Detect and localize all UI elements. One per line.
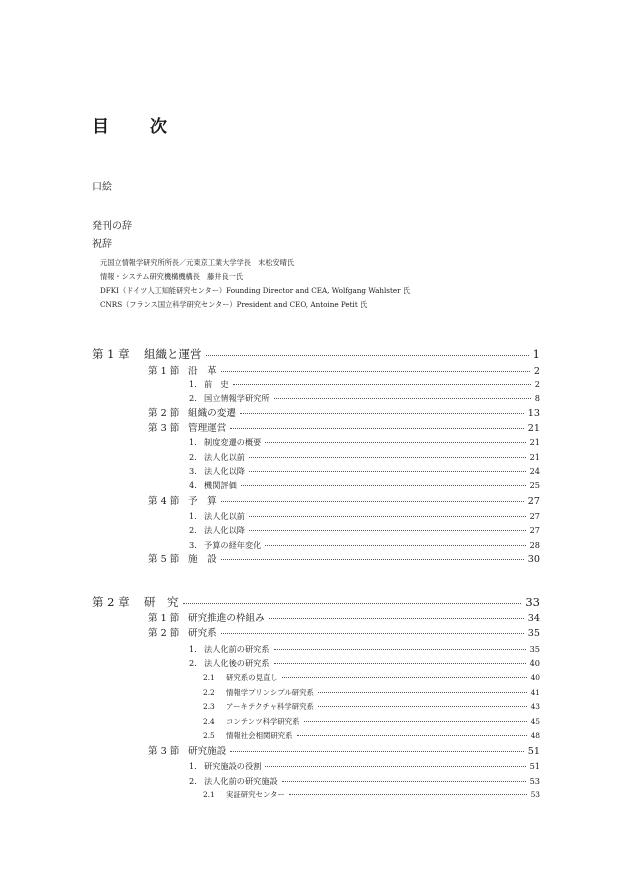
toc-section-row[interactable] [148,629,540,639]
toc-page-number: 2 [534,379,540,389]
dot-leader [318,692,527,693]
dot-leader [274,663,526,664]
toc-page-number: 27 [527,496,540,507]
dot-leader [318,706,527,707]
toc-title: 制度変遷の概要 [204,437,262,447]
toc-item-row[interactable] [189,481,540,489]
toc-item-row[interactable] [189,438,540,446]
toc-page-number: 48 [530,731,540,740]
toc-title: 研究系の見直し [226,673,278,682]
dot-leader [282,781,526,782]
toc-number: 第 2 節 [148,628,180,639]
preface-heading: 発刊の辞 [92,221,132,232]
toc-title: 情報社会相関研究系 [226,731,293,740]
toc-number: 3. [189,466,197,476]
toc-page-number: 53 [530,790,540,799]
toc-number: 第 1 章 [92,347,130,361]
toc-item-row[interactable] [189,394,540,402]
dot-leader [282,677,527,678]
dot-leader [241,485,526,486]
toc-title: 施 設 [188,554,217,565]
toc-chapter-row[interactable] [92,349,540,361]
toc-page-number: 21 [529,452,540,462]
toc-item-row[interactable] [189,645,540,653]
page-title: 目 次 [92,117,179,137]
toc-title: 情報学プリンシプル研究系 [226,688,314,697]
toc-item-row[interactable] [189,467,540,475]
toc-item-row[interactable] [189,659,540,667]
toc-title: 研究推進の枠組み [188,613,265,624]
toc-number: 2. [189,525,197,535]
congratulatory-message-4: CNRS（フランス国立科学研究センター）President and CEO, Antoine Petit 氏 [100,300,368,309]
toc-chapter-row[interactable] [92,597,540,609]
toc-number: 1. [189,644,197,654]
dot-leader [183,603,522,604]
toc-number: 1. [189,761,197,771]
toc-title: 研 究 [144,595,179,609]
toc-page-number: 35 [527,628,540,639]
toc-page-number: 45 [530,717,540,726]
toc-title: 組織の変遷 [188,408,236,419]
toc-number: 第 5 節 [148,554,180,565]
toc-title: 研究施設の役割 [204,761,262,771]
toc-title: 法人化後の研究系 [204,658,270,668]
dot-leader [249,516,526,517]
toc-title: 予算の経年変化 [204,540,262,550]
toc-title: 国立情報学研究所 [204,393,270,403]
toc-subitem-row[interactable] [203,703,540,710]
toc-section-row[interactable] [148,367,540,377]
toc-title: 予 算 [188,496,217,507]
dot-leader [221,633,524,634]
toc-page-number: 21 [527,423,540,434]
toc-item-row[interactable] [189,777,540,785]
toc-title: 研究系 [188,628,217,639]
toc-title: 法人化以降 [204,525,245,535]
toc-page-number: 30 [527,554,540,565]
toc-section-row[interactable] [148,555,540,565]
dot-leader [249,457,526,458]
toc-number: 第 3 節 [148,746,180,757]
toc-page-number: 25 [529,480,540,490]
toc-section-row[interactable] [148,747,540,757]
dot-leader [265,545,525,546]
toc-page-number: 24 [529,466,540,476]
toc-number: 第 4 節 [148,496,180,507]
toc-title: 前 史 [204,379,229,389]
toc-page-number: 53 [529,776,540,786]
congratulations-heading: 祝辞 [92,239,112,250]
toc-page-number: 8 [534,393,540,403]
toc-title: アーキテクチャ科学研究系 [226,702,314,711]
toc-number: 1. [189,437,197,447]
toc-number: 2.1 [203,790,215,799]
toc-item-row[interactable] [189,380,540,388]
toc-title: 法人化以降 [204,466,245,476]
toc-page-number: 2 [533,366,540,377]
toc-section-row[interactable] [148,424,540,434]
toc-number: 2.4 [203,717,215,726]
dot-leader [297,735,527,736]
congratulatory-message-2: 情報・システム研究機構機構長 藤井良一氏 [100,272,244,281]
dot-leader [269,618,524,619]
dot-leader [249,471,526,472]
toc-title: 機関評価 [204,480,237,490]
toc-section-row[interactable] [148,614,540,624]
toc-page-number: 33 [525,595,540,609]
toc-number: 2. [189,393,197,403]
toc-page-number: 41 [530,688,540,697]
dot-leader [230,751,523,752]
toc-number: 第 3 節 [148,423,180,434]
toc-number: 第 2 章 [92,595,130,609]
toc-page-number: 27 [529,525,540,535]
toc-number: 第 1 節 [148,613,180,624]
toc-number: 3. [189,540,197,550]
toc-page-number: 51 [527,746,540,757]
toc-number: 2.2 [203,688,215,697]
toc-subitem-row[interactable] [203,791,540,798]
toc-title: 組織と運営 [144,347,202,361]
toc-number: 2. [189,452,197,462]
toc-number: 2.3 [203,702,215,711]
toc-item-row[interactable] [189,512,540,520]
dot-leader [289,794,527,795]
toc-page-number: 40 [530,673,540,682]
dot-leader [221,501,524,502]
toc-number: 2.1 [203,673,215,682]
dot-leader [274,649,526,650]
toc-item-row[interactable] [189,526,540,534]
toc-page-number: 34 [527,613,540,624]
toc-section-row[interactable] [148,409,540,419]
toc-page-number: 13 [527,408,540,419]
congratulatory-message-1: 元国立情報学研究所所長／元東京工業大学学長 末松安晴氏 [100,258,295,267]
toc-number: 2. [189,776,197,786]
congratulatory-message-3: DFKI（ドイツ人工知能研究センター）Founding Director and CEA, Wolfgang Wahlster 氏 [100,286,411,295]
toc-subitem-row[interactable] [203,732,540,739]
toc-item-row[interactable] [189,453,540,461]
toc-section-row[interactable] [148,497,540,507]
toc-title: コンテンツ科学研究系 [226,717,300,726]
toc-title: 法人化前の研究施設 [204,776,278,786]
toc-title: 法人化以前 [204,452,245,462]
toc-item-row[interactable] [189,762,540,770]
toc-number: 第 2 節 [148,408,180,419]
dot-leader [274,398,531,399]
dot-leader [240,413,524,414]
toc-subitem-row[interactable] [203,674,540,681]
toc-page-number: 1 [532,347,540,361]
dot-leader [265,766,525,767]
toc-subitem-row[interactable] [203,689,540,696]
dot-leader [230,428,523,429]
toc-page-number: 40 [529,658,540,668]
toc-number: 4. [189,480,197,490]
toc-page-number: 27 [529,511,540,521]
dot-leader [265,442,525,443]
dot-leader [304,721,527,722]
toc-title: 法人化前の研究系 [204,644,270,654]
toc-number: 第 1 節 [148,366,180,377]
toc-number: 1. [189,379,197,389]
toc-title: 実証研究センター [226,790,285,799]
frontispiece-heading: 口絵 [92,182,112,193]
toc-page-number: 35 [529,644,540,654]
dot-leader [233,384,531,385]
toc-page-number: 51 [529,761,540,771]
toc-page-number: 28 [529,540,540,550]
dot-leader [221,371,530,372]
dot-leader [206,355,529,356]
toc-number: 2.5 [203,731,215,740]
toc-title: 沿 革 [188,366,217,377]
toc-title: 研究施設 [188,746,227,757]
toc-number: 2. [189,658,197,668]
toc-item-row[interactable] [189,541,540,549]
toc-page-number: 43 [530,702,540,711]
toc-title: 法人化以前 [204,511,245,521]
toc-subitem-row[interactable] [203,718,540,725]
toc-number: 1. [189,511,197,521]
dot-leader [249,530,526,531]
toc-title: 管理運営 [188,423,227,434]
dot-leader [221,559,524,560]
toc-page-number: 21 [529,437,540,447]
